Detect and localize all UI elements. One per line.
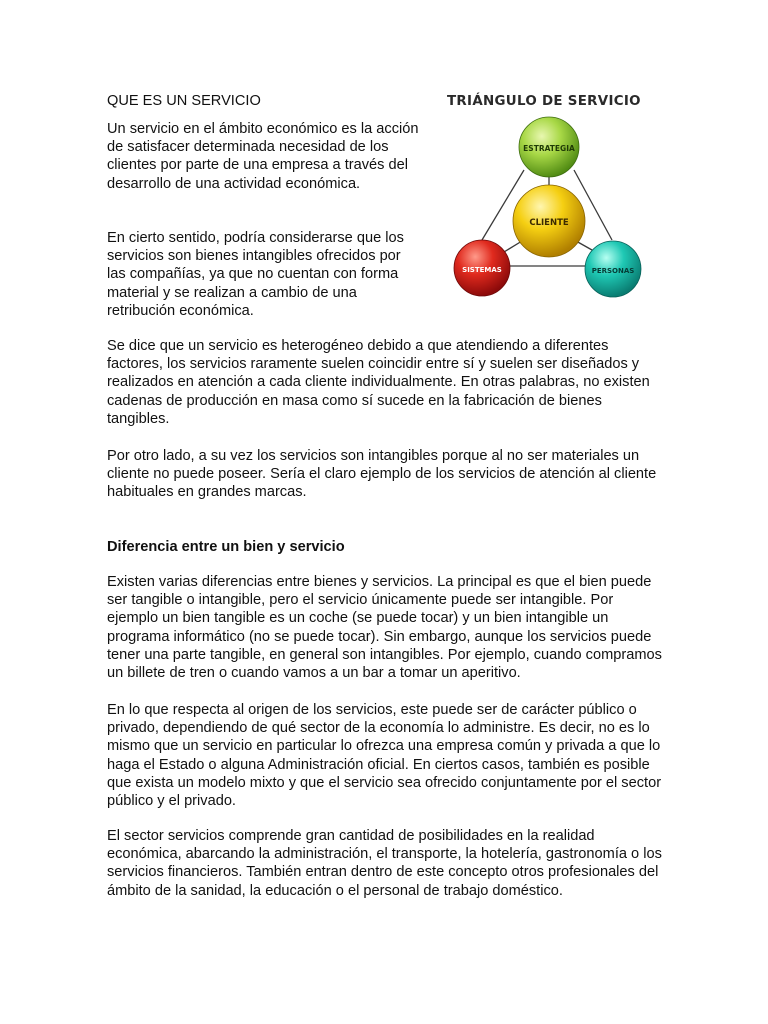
- node-label-personas: PERSONAS: [591, 267, 635, 275]
- body-paragraph-1: Se dice que un servicio es heterogéneo debido a que atendiendo a diferentes factores, los servicios raramente suelen coincidir entre sí y suelen ser diseñados y realizados en atención a cada cliente individualmente. En otras palabras, no existen cadenas de producción en masa como sí sucede en la fabricación de bienes tangibles.: [107, 338, 650, 427]
- node-label-estrategia: ESTRATEGIA: [523, 144, 575, 153]
- node-label-cliente: CLIENTE: [529, 218, 569, 228]
- node-label-sistemas: SISTEMAS: [462, 266, 502, 274]
- edge-center-left: [504, 241, 522, 252]
- intro-paragraph-2: En cierto sentido, podría considerarse que los servicios son bienes intangibles ofrecidos por las compañías, ya que no cuentan con forma material y se realizan a cambio de una retribución económica.: [107, 230, 404, 319]
- diff-paragraph-3: El sector servicios comprende gran cantidad de posibilidades en la realidad económica, abarcando la administración, el transporte, la hotelería, gastronomía o los servicios financieros. También entran dentro de este concepto otros profesionales del ámbito de la sanidad, la educación o el personal de trabajo doméstico.: [107, 828, 662, 899]
- node-cliente: [513, 185, 585, 257]
- page-title: QUE ES UN SERVICIO: [107, 93, 261, 109]
- intro-paragraph-1: Un servicio en el ámbito económico es la acción de satisfacer determinada necesidad de los clientes por parte de una empresa a través del desarrollo de una actividad económica.: [107, 121, 419, 192]
- section-heading-diferencia: Diferencia entre un bien y servicio: [107, 539, 345, 555]
- diff-paragraph-2: En lo que respecta al origen de los servicios, este puede ser de carácter público o privado, dependiendo de qué sector de la economía lo administre. Es decir, no es lo mismo que un servicio en particular lo ofrezca una empresa común y privada a que lo haga el Estado o alguna Administración oficial. En ciertos casos, también es posible que exista un modelo mixto y que el servicio sea ofrecido conjuntamente por el sector público y el privado.: [107, 702, 662, 810]
- node-personas: [585, 241, 641, 297]
- body-paragraph-2: Por otro lado, a su vez los servicios son intangibles porque al no ser materiales un cliente no puede poseer. Sería el claro ejemplo de los servicios de atención al cliente habituales en grandes marcas.: [107, 448, 657, 501]
- figure-title: TRIÁNGULO DE SERVICIO: [447, 94, 641, 109]
- service-triangle-diagram: [440, 88, 665, 308]
- diff-paragraph-1: Existen varias diferencias entre bienes y servicios. La principal es que el bien puede ser tangible o intangible, pero el servicio únicamente puede ser intangible. Por ejemplo un bien tangible es un coche (se puede tocar) y un bien intangible un programa informático (no se puede tocar). Sin embargo, aunque los servicios puede tener una parte tangible, en general son intangibles. Por ejemplo, cuando compramos un billete de tren o cuando vamos a un bar a tomar un aperitivo.: [107, 574, 662, 682]
- service-triangle-figure: [440, 88, 665, 308]
- node-sistemas: [454, 240, 510, 296]
- node-estrategia: [519, 117, 579, 177]
